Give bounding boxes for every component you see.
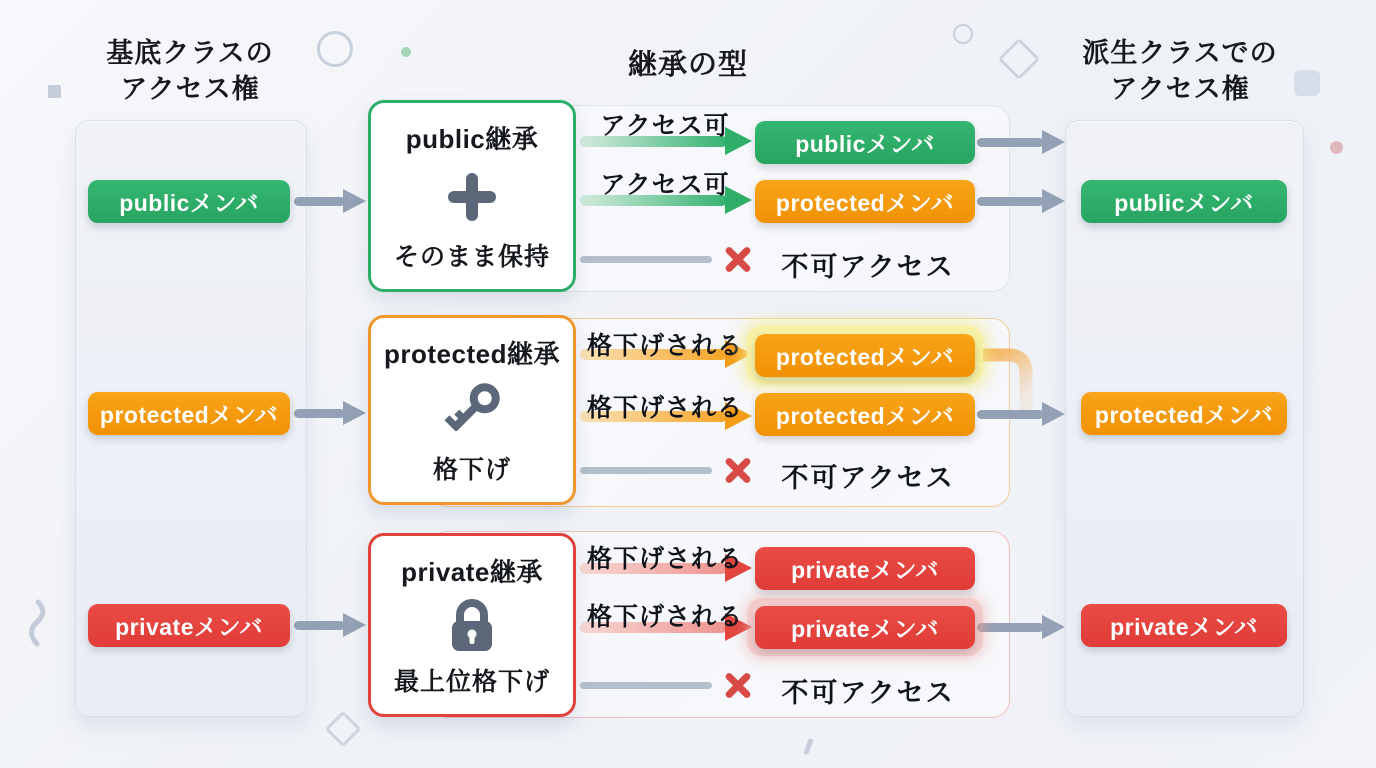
base-public-member-badge — [88, 180, 290, 223]
public-inheritance-box-caption: そのまま保持 — [393, 243, 550, 271]
base-class-title — [60, 36, 320, 107]
blocked-line — [580, 467, 712, 474]
badge-label: protectedメンバ — [1094, 402, 1274, 428]
derived-class-title-line2: アクセス権 — [1110, 73, 1250, 104]
mid-private-member-badge-highlight — [755, 606, 975, 649]
cross-icon — [722, 454, 754, 486]
badge-label: protectedメンバ — [99, 402, 279, 428]
decor-diamond-icon — [325, 711, 362, 748]
private-inheritance-box — [368, 533, 576, 717]
access-label: アクセス可 — [600, 112, 730, 140]
badge-label: protectedメンバ — [775, 403, 955, 429]
center-title: 継承の型 — [627, 49, 748, 81]
mid-protected-member-badge-highlight — [755, 334, 975, 377]
badge-label: protectedメンバ — [775, 190, 955, 216]
arrow-to-derived-public — [977, 130, 1065, 154]
demote-label: 格下げされる — [586, 545, 743, 573]
derived-class-title — [1048, 36, 1312, 107]
badge-label: publicメンバ — [1114, 190, 1254, 216]
demote-label: 格下げされる — [586, 603, 743, 631]
protected-inheritance-box-title: protected継承 — [384, 339, 560, 369]
blocked-line — [580, 682, 712, 689]
badge-label: publicメンバ — [119, 190, 259, 216]
mid-protected-member-badge-2 — [755, 393, 975, 436]
lock-icon — [444, 597, 500, 655]
demote-label: 格下げされる — [586, 332, 743, 360]
badge-label: protectedメンバ — [775, 344, 955, 370]
decor-circle-icon — [317, 31, 353, 67]
base-private-member-badge — [88, 604, 290, 647]
key-icon — [440, 379, 504, 443]
base-protected-member-badge — [88, 392, 290, 435]
private-inheritance-box-caption: 最上位格下げ — [393, 668, 550, 696]
mid-private-member-badge — [755, 547, 975, 590]
public-inheritance-box — [368, 100, 576, 292]
badge-label: privateメンバ — [791, 616, 939, 642]
decor-squiggle-icon — [22, 598, 52, 648]
arrow-base-to-protected-box — [294, 401, 366, 425]
protected-inheritance-box-caption: 格下げ — [432, 456, 511, 484]
badge-label: privateメンバ — [791, 557, 939, 583]
arrow-to-derived-private — [977, 615, 1065, 639]
arrow-to-derived-public-2 — [977, 189, 1065, 213]
decor-green-dot-icon — [401, 47, 411, 57]
badge-label: privateメンバ — [115, 614, 263, 640]
blocked-line — [580, 256, 712, 263]
access-label: アクセス可 — [600, 171, 730, 199]
plus-icon — [443, 168, 501, 226]
public-inheritance-box-title: public継承 — [405, 124, 539, 154]
arrow-base-to-private-box — [294, 613, 366, 637]
base-class-title-line1: 基底クラスの — [106, 38, 274, 68]
derived-protected-member-badge — [1081, 392, 1287, 435]
arrow-base-to-public-box — [294, 189, 366, 213]
private-inheritance-box-title: private継承 — [401, 557, 543, 587]
demote-label: 格下げされる — [586, 394, 743, 422]
decor-diamond-icon — [998, 38, 1040, 80]
decor-pink-dot-icon — [1330, 141, 1343, 154]
mid-public-member-badge — [755, 121, 975, 164]
mid-protected-member-badge — [755, 180, 975, 223]
blocked-label: 不可アクセス — [781, 463, 955, 493]
cross-icon — [722, 243, 754, 275]
base-class-title-line2: アクセス権 — [120, 73, 260, 104]
protected-inheritance-box — [368, 315, 576, 505]
cross-icon — [722, 669, 754, 701]
derived-private-member-badge — [1081, 604, 1287, 647]
blocked-label: 不可アクセス — [781, 678, 955, 708]
derived-class-title-line1: 派生クラスでの — [1082, 38, 1278, 68]
decor-dash-icon — [803, 738, 814, 756]
arrow-to-derived-protected — [977, 402, 1065, 426]
badge-label: privateメンバ — [1110, 614, 1258, 640]
blocked-label: 不可アクセス — [781, 252, 955, 282]
decor-circle-icon — [953, 24, 973, 44]
derived-public-member-badge — [1081, 180, 1287, 223]
badge-label: publicメンバ — [795, 131, 935, 157]
